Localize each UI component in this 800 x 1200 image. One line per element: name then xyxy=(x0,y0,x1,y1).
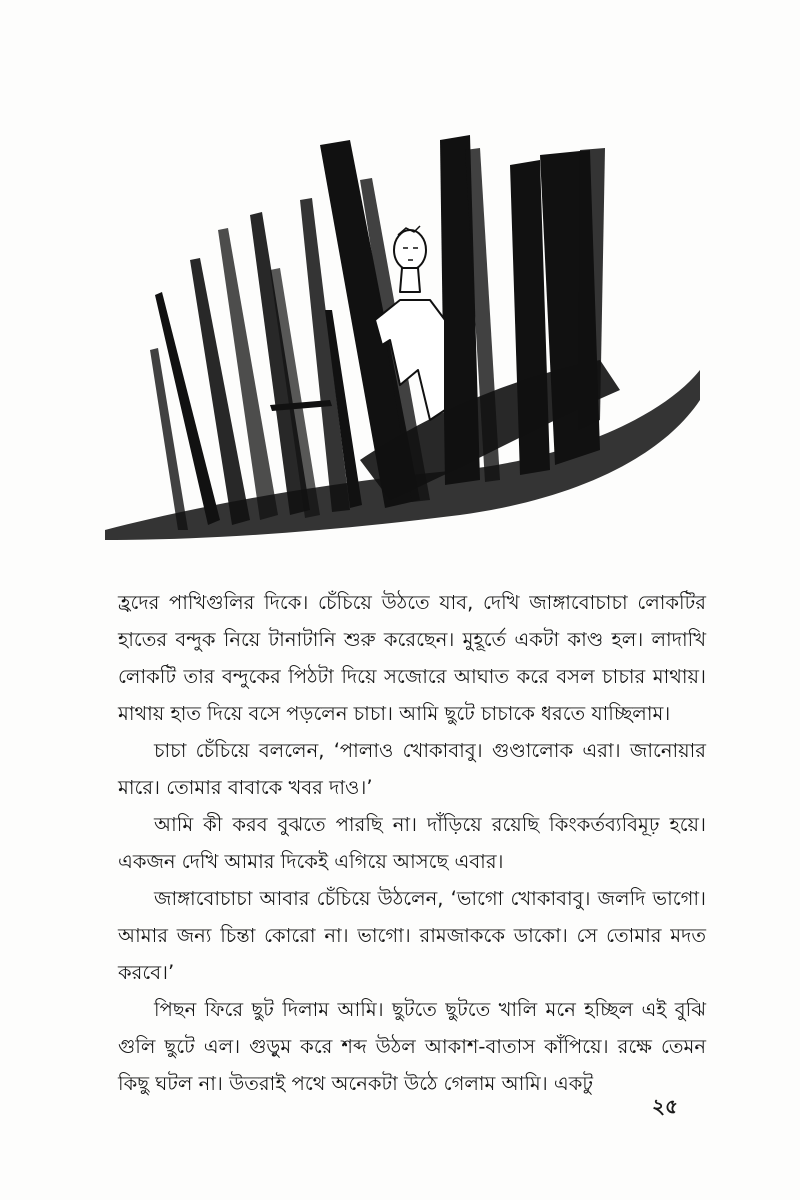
paragraph-3: আমি কী করব বুঝতে পারছি না। দাঁড়িয়ে রয়েছি কিংকর্তব্যবিমূঢ় হয়ে। একজন দেখি আমার দিকেই এগিয়ে আসছে এবার। xyxy=(118,813,706,873)
page-number: ২৫ xyxy=(652,1094,678,1118)
paragraph-1: হ্রদের পাখিগুলির দিকে। চেঁচিয়ে উঠতে যাব, দেখি জাঙ্গাবোচাচা লোকটির হাতের বন্দুক নিয়ে টানাটানি শুরু করেছেন। মুহূর্তে একটা কাণ্ড হল। লাদাখি লোকটি তার বন্দুকের পিঠটা দিয়ে সজোরে আঘাত করে বসল চাচার মাথায়। মাথায় হাত দিয়ে বসে পড়লেন চাচা। আমি ছুটে চাচাকে ধরতে যাচ্ছিলাম। xyxy=(118,591,706,725)
reeds-boy-illustration xyxy=(100,120,720,570)
paragraph-2: চাচা চেঁচিয়ে বললেন, ‘পালাও খোকাবাবু। গুণ্ডালোক এরা। জানোয়ার মারে। তোমার বাবাকে খবর দাও।’ xyxy=(118,739,706,799)
paragraph-5: পিছন ফিরে ছুট দিলাম আমি। ছুটতে ছুটতে খালি মনে হচ্ছিল এই বুঝি গুলি ছুটে এল। গুড়ুম করে শব্দ উঠল আকাশ-বাতাস কাঁপিয়ে। রক্ষে তেমন কিছু ঘটল না। উতরাই পথে অনেকটা উঠে গেলাম আমি। একটু xyxy=(118,998,706,1095)
paragraph-4: জাঙ্গাবোচাচা আবার চেঁচিয়ে উঠলেন, ‘ভাগো খোকাবাবু। জলদি ভাগো। আমার জন্য চিন্তা কোরো না। ভাগো। রামজাককে ডাকো। সে তোমার মদত করবে।’ xyxy=(118,887,706,984)
story-text xyxy=(118,584,706,1102)
